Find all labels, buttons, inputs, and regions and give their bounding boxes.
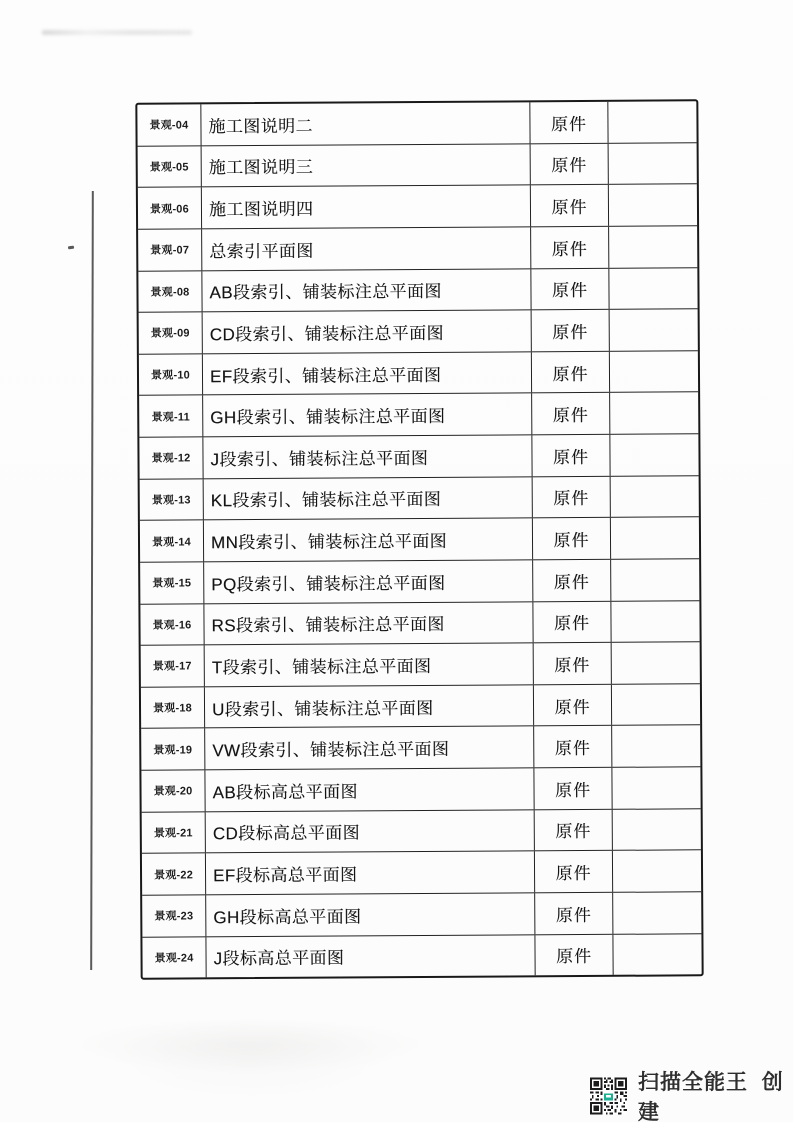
drawing-name: MN段索引、铺装标注总平面图 (204, 519, 533, 562)
page-fold-line (90, 191, 94, 970)
table-row (137, 101, 696, 146)
drawing-code: 景观-16 (140, 604, 204, 645)
table-row (140, 559, 699, 604)
camscanner-watermark (590, 1066, 793, 1126)
drawing-name: GH段索引、铺装标注总平面图 (203, 394, 532, 437)
drawing-note-empty (609, 226, 697, 267)
table-row (141, 726, 700, 771)
drawing-code: 景观-11 (139, 396, 203, 437)
drawing-note-empty (612, 767, 700, 808)
drawing-code: 景观-05 (138, 146, 202, 187)
drawing-code: 景观-22 (142, 854, 206, 895)
table-row (141, 767, 700, 812)
drawing-name: U段索引、铺装标注总平面图 (205, 685, 534, 728)
drawing-status: 原件 (535, 851, 613, 892)
drawing-note-empty (613, 809, 701, 850)
drawing-status: 原件 (531, 185, 609, 226)
drawing-note-empty (613, 892, 701, 933)
drawing-status: 原件 (531, 227, 609, 268)
table-row (142, 934, 701, 978)
drawing-status: 原件 (534, 726, 612, 767)
table-row (139, 393, 698, 438)
drawing-status: 原件 (533, 601, 611, 642)
camscanner-watermark-text: 扫描全能王 创建 (637, 1071, 784, 1124)
drawing-code: 景观-17 (141, 645, 205, 686)
table-row (139, 309, 698, 354)
pen-mark (68, 246, 74, 249)
drawing-name: PQ段索引、铺装标注总平面图 (204, 560, 533, 603)
drawing-status: 原件 (535, 809, 613, 850)
drawing-note-empty (610, 393, 698, 434)
drawing-status: 原件 (532, 393, 610, 434)
drawing-name: 施工图说明三 (202, 144, 531, 187)
drawing-status: 原件 (533, 476, 611, 517)
drawing-status: 原件 (531, 143, 609, 184)
table-row (142, 892, 701, 937)
drawing-note-empty (612, 726, 700, 767)
drawing-name: KL段索引、铺装标注总平面图 (204, 477, 533, 520)
drawing-code: 景观-08 (138, 271, 202, 312)
drawing-note-empty (611, 559, 699, 600)
drawing-name: CD段索引、铺装标注总平面图 (203, 310, 532, 353)
drawing-code: 景观-07 (138, 229, 202, 270)
drawing-note-empty (610, 309, 698, 350)
drawing-code: 景观-09 (139, 312, 203, 353)
camscanner-qr-icon (590, 1076, 627, 1116)
drawing-name: 总索引平面图 (202, 227, 531, 270)
drawing-name: 施工图说明四 (202, 186, 531, 229)
drawing-code: 景观-15 (140, 562, 204, 603)
drawing-status: 原件 (534, 768, 612, 809)
drawing-name: GH段标高总平面图 (206, 893, 535, 936)
drawing-note-empty (610, 434, 698, 475)
table-row (138, 185, 697, 230)
table-row (142, 809, 701, 854)
drawing-code: 景观-12 (139, 437, 203, 478)
drawing-register-table (135, 99, 703, 979)
table-row (140, 518, 699, 563)
drawing-status: 原件 (531, 268, 609, 309)
drawing-status: 原件 (532, 435, 610, 476)
drawing-status: 原件 (534, 685, 612, 726)
drawing-code: 景观-10 (139, 354, 203, 395)
drawing-status: 原件 (534, 643, 612, 684)
drawing-status: 原件 (532, 310, 610, 351)
drawing-name: J段标高总平面图 (206, 935, 535, 978)
drawing-code: 景观-14 (140, 521, 204, 562)
table-row (141, 642, 700, 687)
drawing-code: 景观-19 (141, 729, 205, 770)
drawing-status: 原件 (530, 102, 608, 143)
drawing-note-empty (609, 185, 697, 226)
drawing-status: 原件 (533, 518, 611, 559)
drawing-note-empty (612, 684, 700, 725)
drawing-note-empty (610, 351, 698, 392)
table-row (139, 351, 698, 396)
drawing-code: 景观-04 (137, 104, 201, 145)
drawing-note-empty (613, 934, 701, 975)
drawing-note-empty (613, 851, 701, 892)
drawing-name: RS段索引、铺装标注总平面图 (204, 602, 533, 645)
drawing-note-empty (608, 101, 696, 142)
drawing-code: 景观-24 (142, 937, 206, 978)
drawing-status: 原件 (532, 352, 610, 393)
table-row (140, 601, 699, 646)
table-row (140, 476, 699, 521)
drawing-name: 施工图说明二 (201, 102, 530, 145)
table-row (141, 684, 700, 729)
drawing-code: 景观-06 (138, 188, 202, 229)
table-row (138, 268, 697, 313)
drawing-name: AB段索引、铺装标注总平面图 (202, 269, 531, 312)
drawing-code: 景观-18 (141, 687, 205, 728)
drawing-code: 景观-20 (141, 770, 205, 811)
drawing-note-empty (612, 642, 700, 683)
drawing-name: EF段索引、铺装标注总平面图 (203, 352, 532, 395)
drawing-name: T段索引、铺装标注总平面图 (205, 643, 534, 686)
drawing-name: J段索引、铺装标注总平面图 (203, 435, 532, 478)
drawing-note-empty (611, 476, 699, 517)
drawing-status: 原件 (533, 560, 611, 601)
table-row (138, 226, 697, 271)
drawing-status: 原件 (535, 934, 613, 975)
drawing-code: 景观-13 (140, 479, 204, 520)
drawing-note-empty (611, 601, 699, 642)
drawing-name: AB段标高总平面图 (205, 768, 534, 811)
drawing-name: CD段标高总平面图 (206, 810, 535, 853)
drawing-name: EF段标高总平面图 (206, 852, 535, 895)
table-row (138, 143, 697, 188)
drawing-code: 景观-23 (142, 895, 206, 936)
scan-smudge-top (42, 30, 192, 35)
table-row (142, 851, 701, 896)
drawing-name: VW段索引、铺装标注总平面图 (205, 727, 534, 770)
table-row (139, 434, 698, 479)
drawing-note-empty (609, 143, 697, 184)
drawing-status: 原件 (535, 893, 613, 934)
drawing-note-empty (609, 268, 697, 309)
drawing-note-empty (611, 518, 699, 559)
drawing-code: 景观-21 (142, 812, 206, 853)
